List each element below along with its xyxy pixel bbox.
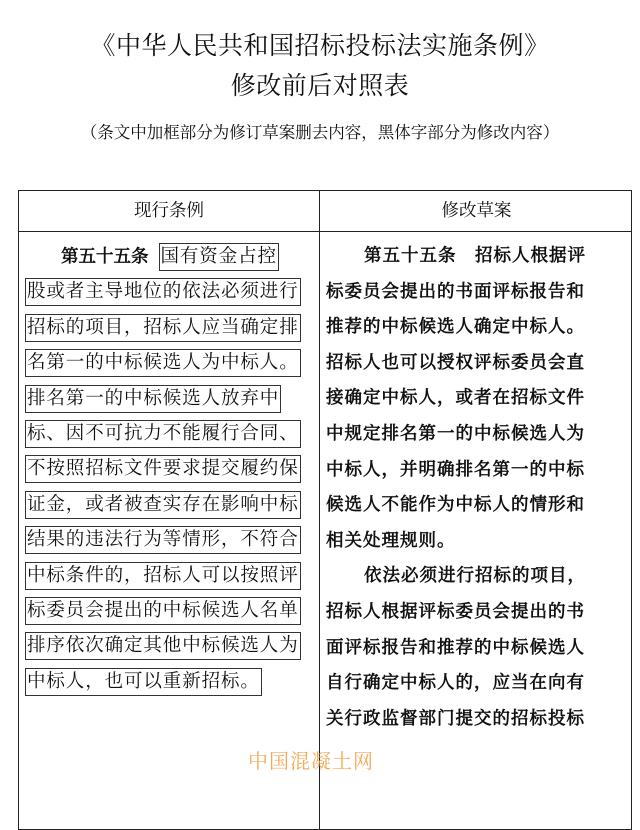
deleted-text-box: 名第一的中标候选人为中标人。 bbox=[25, 349, 301, 377]
revised-line: 中规定排名第一的中标候选人为 bbox=[326, 423, 585, 444]
comparison-table bbox=[18, 190, 632, 830]
revised-line: 依法必须进行招标的项目， bbox=[364, 566, 586, 587]
header-current: 现行条例 bbox=[134, 201, 204, 221]
current-line bbox=[25, 381, 313, 416]
document-note: （条文中加框部分为修订草案删去内容，黑体字部分为修改内容） bbox=[80, 123, 560, 142]
current-line bbox=[25, 451, 313, 486]
revised-text-column bbox=[326, 239, 628, 737]
header-divider bbox=[19, 231, 631, 232]
revised-line: 招标人也可以授权评标委员会直 bbox=[326, 352, 585, 373]
revised-line: 接确定中标人，或者在招标文件 bbox=[326, 388, 585, 409]
header-revised: 修改草案 bbox=[441, 201, 512, 221]
deleted-text-box: 股或者主导地位的依法必须进行 bbox=[25, 278, 301, 306]
current-line bbox=[25, 664, 313, 699]
article-label: 第五十五条 bbox=[61, 247, 149, 267]
current-line bbox=[25, 416, 313, 451]
column-divider bbox=[319, 191, 320, 829]
deleted-text-box: 招标的项目，招标人应当确定排 bbox=[25, 314, 301, 342]
revised-line: 推荐的中标候选人确定中标人。 bbox=[326, 317, 585, 338]
current-line bbox=[25, 593, 313, 628]
deleted-text-box: 排序依次确定其他中标候选人为 bbox=[25, 632, 301, 660]
site-watermark: 中国混凝土网 bbox=[248, 749, 374, 773]
current-line bbox=[25, 487, 313, 522]
deleted-text-box: 不按照招标文件要求提交履约保 bbox=[25, 455, 301, 483]
revised-line: 招标人根据评标委员会提出的书 bbox=[326, 601, 585, 622]
revised-line: 面评标报告和推荐的中标候选人 bbox=[326, 637, 585, 658]
current-line bbox=[25, 558, 313, 593]
revised-line: 中标人，并明确排名第一的中标 bbox=[326, 459, 585, 480]
revised-line: 标委员会提出的书面评标报告和 bbox=[326, 281, 585, 302]
deleted-text-box: 证金，或者被查实存在影响中标 bbox=[25, 491, 301, 519]
current-line bbox=[25, 522, 313, 557]
revised-line: 关行政监督部门提交的招标投标 bbox=[326, 708, 585, 729]
deleted-text-box: 标、因不可抗力不能履行合同、 bbox=[25, 420, 301, 448]
deleted-text-box: 排名第一的中标候选人放弃中 bbox=[25, 385, 281, 413]
current-line bbox=[25, 274, 313, 309]
current-line bbox=[25, 239, 313, 274]
current-text-column bbox=[25, 239, 313, 699]
current-line bbox=[25, 310, 313, 345]
document-title: 《中华人民共和国招标投标法实施条例》 bbox=[90, 31, 550, 60]
revised-line: 第五十五条 招标人根据评 bbox=[364, 246, 586, 266]
deleted-text-box: 结果的违法行为等情形，不符合 bbox=[25, 526, 301, 554]
revised-line: 相关处理规则。 bbox=[326, 530, 456, 551]
revised-line: 候选人不能作为中标人的情形和 bbox=[326, 495, 585, 516]
current-line bbox=[25, 628, 313, 663]
deleted-text-box: 中标条件的，招标人可以按照评 bbox=[25, 562, 301, 590]
current-line bbox=[25, 345, 313, 380]
deleted-text-box: 国有资金占控 bbox=[159, 243, 279, 271]
document-subtitle: 修改前后对照表 bbox=[230, 71, 410, 100]
revised-line: 自行确定中标人的，应当在向有 bbox=[326, 673, 585, 694]
deleted-text-box: 标委员会提出的中标候选人名单 bbox=[25, 597, 301, 625]
deleted-text-box: 中标人，也可以重新招标。 bbox=[25, 668, 262, 696]
